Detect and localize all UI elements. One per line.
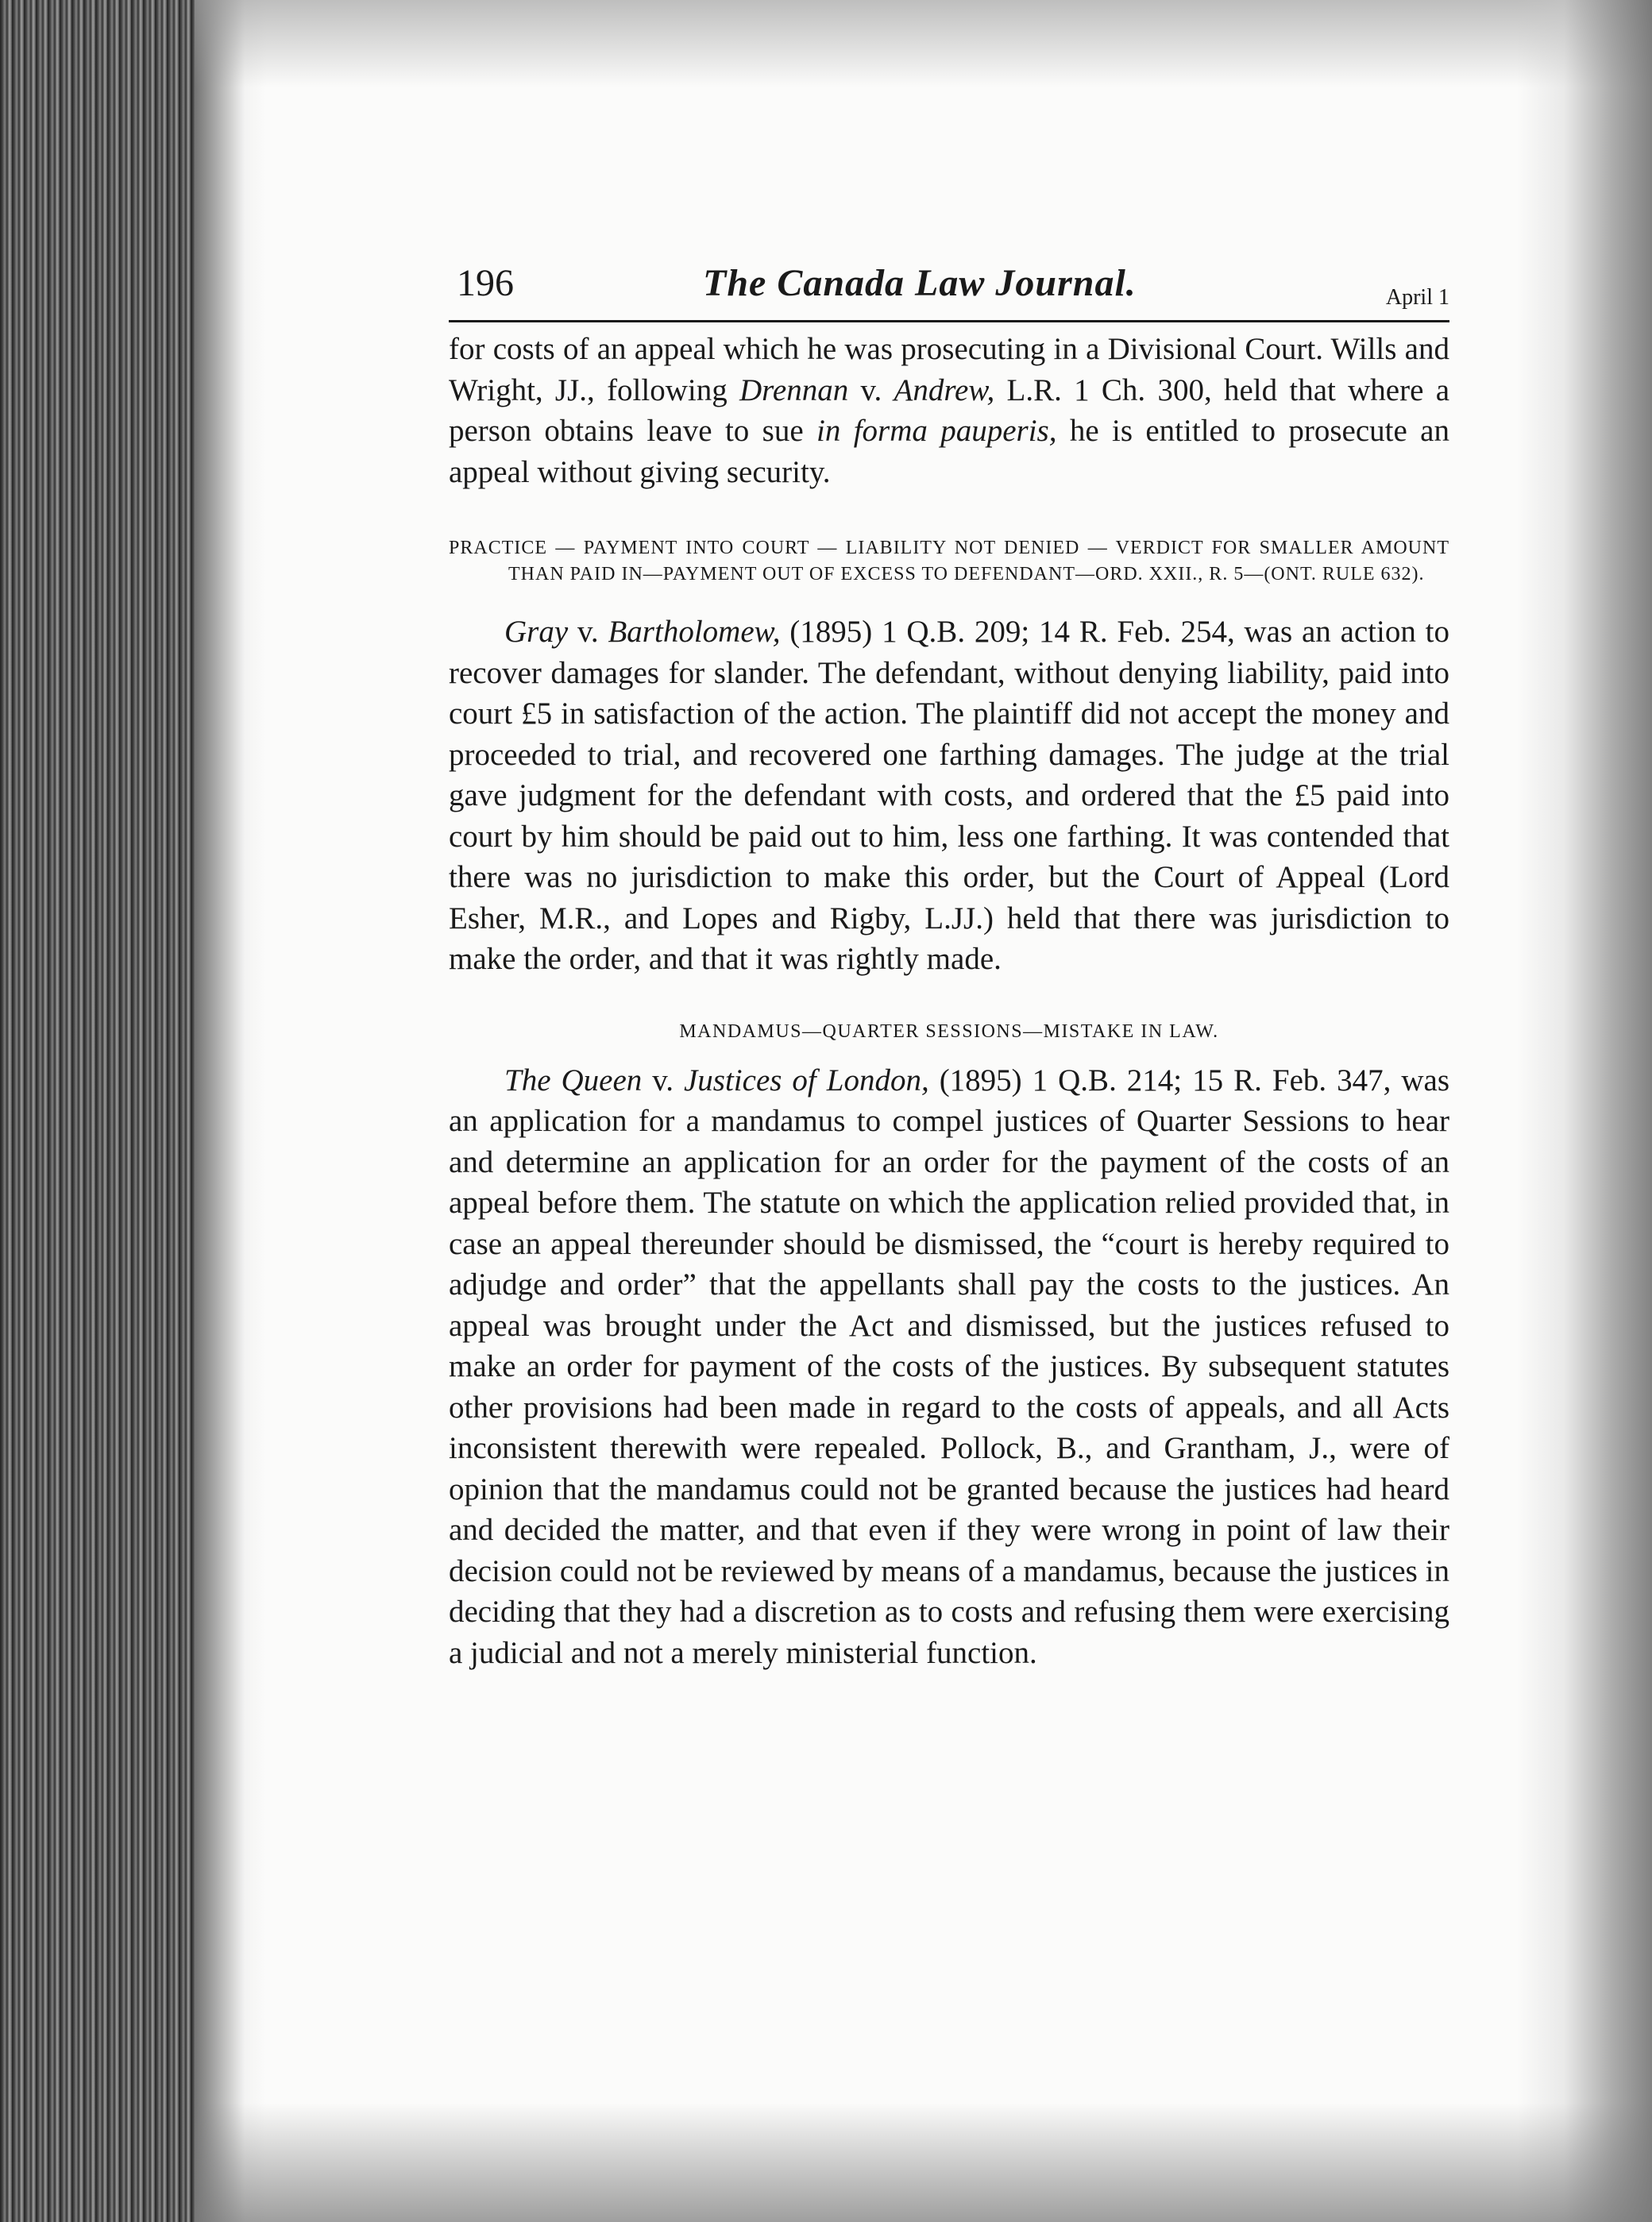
page-number: 196 xyxy=(457,262,514,304)
case-name: Gray xyxy=(504,615,569,649)
running-head xyxy=(449,258,1449,322)
body-text: he is entitled to prosecute an appeal without giving security. xyxy=(449,414,1449,489)
mandamus-paragraph xyxy=(449,1060,1449,1674)
case-name: The Queen xyxy=(504,1063,643,1097)
case-name: Justices of London, xyxy=(683,1063,929,1097)
top-edge-shadow xyxy=(195,0,1652,87)
issue-date: April 1 xyxy=(1385,285,1449,310)
body-text: v. xyxy=(642,1063,684,1097)
body-text: v. xyxy=(848,372,894,407)
body-text: L.R. 1 Ch. 300, held that where a person obtains leave to sue xyxy=(449,372,1450,448)
text-block xyxy=(449,258,1449,1673)
case-name: Bartholomew, xyxy=(608,615,781,649)
bottom-edge-shadow xyxy=(195,2103,1652,2222)
section-heading-mandamus: MANDAMUS—QUARTER SESSIONS—MISTAKE IN LAW. xyxy=(679,1020,1219,1042)
practice-paragraph xyxy=(449,611,1449,980)
case-name: Andrew, xyxy=(894,372,995,407)
latin-phrase: in forma pauperis, xyxy=(816,414,1057,448)
body-text: (1895) 1 Q.B. 214; 15 R. Feb. 347, was an application for a mandamus to compel justices of Quarter Sessions to hear and determine an application for an order for the payment of the costs of an appeal before them. The statute on which the application relied provided that, in case an appeal thereunder should be dismissed, the “court is hereby required to adjudge and order” that the appellants shall pay the costs to the justices. An appeal was brought under the Act and dismissed, but the justices refused to make an order for payment of the costs of the justices. By subsequent statutes other provisions had been made in regard to the costs of appeals, and all Acts inconsistent therewith were repealed. Pollock, B., and Grantham, J., were of opinion that the mandamus could not be granted because the justices had heard and decided the matter, and that even if they were wrong in point of law their decision could not be reviewed by means of a mandamus, because the justices in deciding that they had a discretion as to costs and refusing them were exercising a judicial and not a merely ministerial function. xyxy=(449,1063,1450,1670)
journal-title: The Canada Law Journal. xyxy=(703,262,1137,304)
continuation-paragraph xyxy=(449,329,1449,492)
right-edge-shadow xyxy=(1517,0,1652,2222)
section-headnote-practice: PRACTICE — PAYMENT INTO COURT — LIABILITY NOT DENIED — VERDICT FOR SMALLER AMOUNT THAN PAID IN—PAYMENT OUT OF EXCESS TO DEFENDANT—ORD. XXII., R. 5—(ONT. RULE 632). xyxy=(449,538,1449,584)
gutter-shadow xyxy=(195,0,266,2222)
body-text: for costs of an appeal which he was prosecuting in a Divisional Court. Wills and Wright, JJ., following xyxy=(449,332,1449,407)
book-spine-shadow xyxy=(0,0,195,2222)
case-name: Drennan xyxy=(739,372,849,407)
body-text: (1895) 1 Q.B. 209; 14 R. Feb. 254, was an action to recover damages for slander. The defendant, without denying liability, paid into court £5 in satisfaction of the action. The plaintiff did not accept the money and proceeded to trial, and recovered one farthing damages. The judge at the trial gave judgment for the defendant with costs, and ordered that the £5 paid into court by him should be paid out to him, less one farthing. It was contended that there was no jurisdiction to make this order, but the Court of Appeal (Lord Esher, M.R., and Lopes and Rigby, L.JJ.) held that there was jurisdiction to make the order, and that it was rightly made. xyxy=(449,615,1449,976)
body-text: v. xyxy=(568,615,608,649)
